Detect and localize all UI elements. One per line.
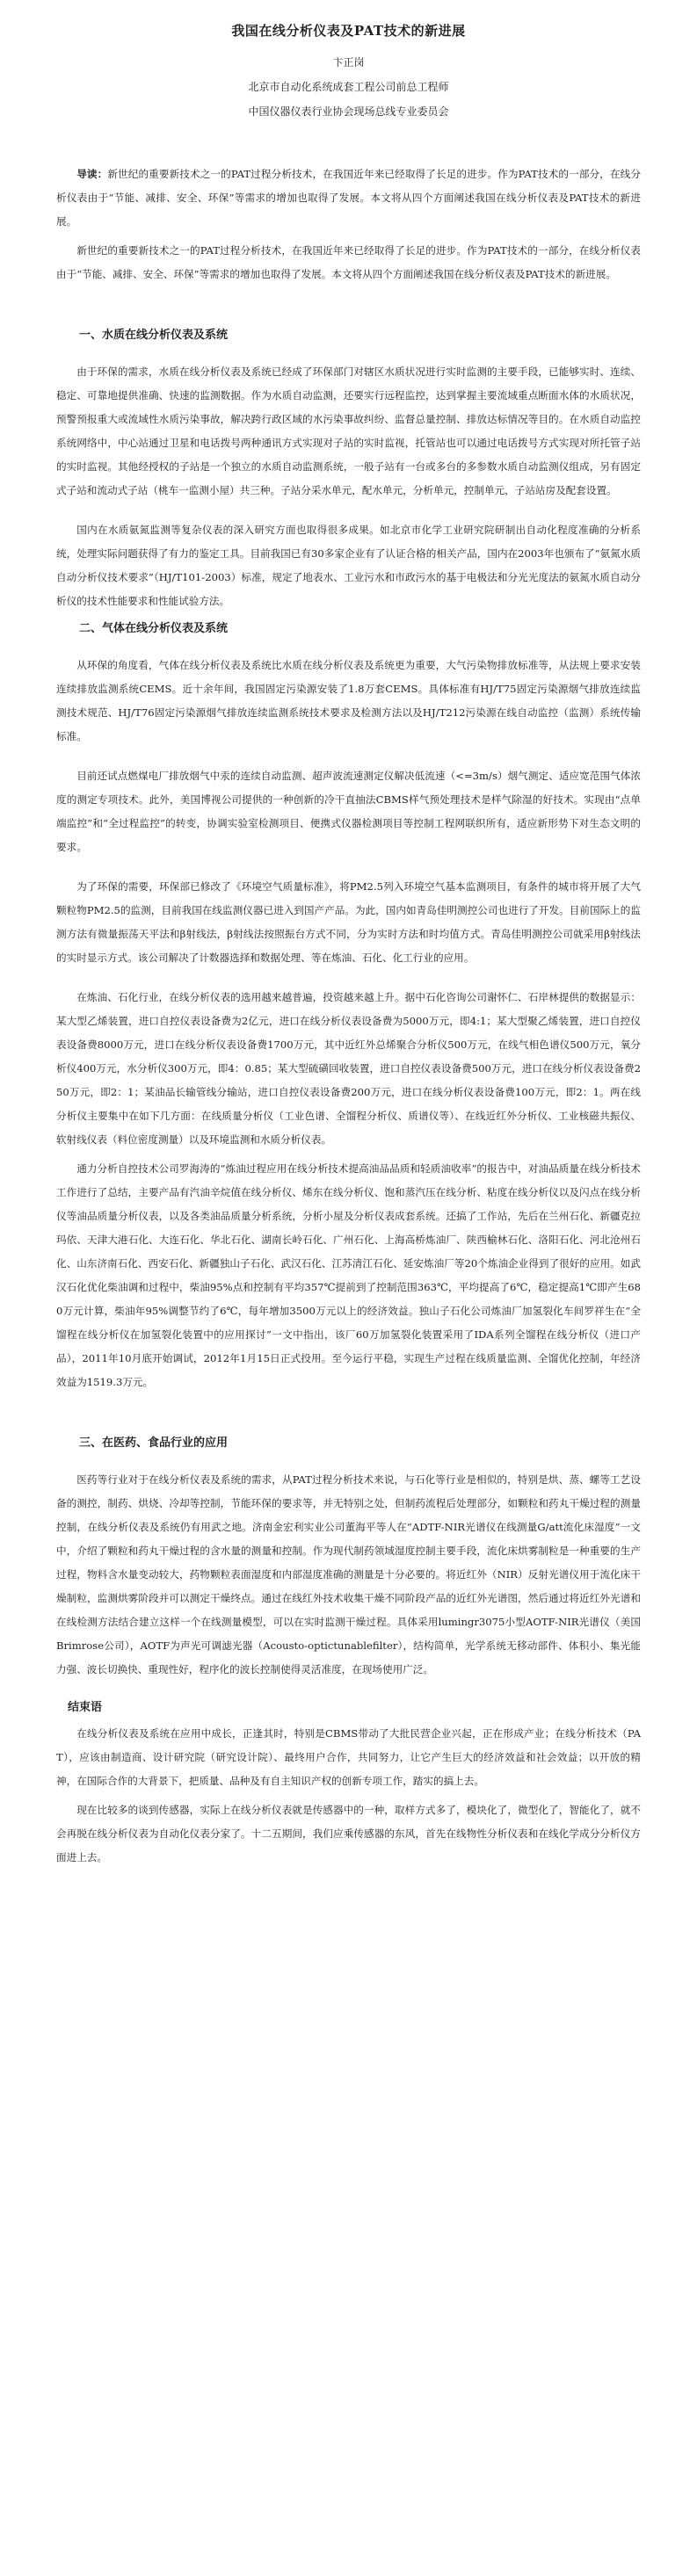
- abstract-paragraph: [56, 163, 641, 234]
- intro-paragraph: 新世纪的重要新技术之一的PAT过程分析技术，在我国近年来已经取得了长足的进步。作为PAT技术的一部分，在线分析仪表由于“节能、减排、安全、环保”等需求的增加也取得了发展。本文将从四个方面阐述我国在线分析仪表及PAT技术的新进展。: [56, 244, 641, 280]
- section-heading-pharma: 三、在医药、食品行业的应用: [79, 1436, 229, 1450]
- gas-paragraph-1: 从环保的角度看，气体在线分析仪表及系统比水质在线分析仪表及系统更为重要，大气污染物排放标准等，从法规上要求安装连续排放监测系统CEMS。近十余年间，我国固定污染源安装了1.8万套CEMS。具体标准有HJ/T75固定污染源烟气排放连续监测技术规范、HJ/T76固定污染源烟气排放连续监测系统技术要求及检测方法以及HJ/T212污染源在线自动监控（监测）系统传输标准。: [56, 659, 641, 742]
- gas-paragraph-4: 在炼油、石化行业，在线分析仪表的选用越来越普遍，投资越来越上升。据中石化咨询公司谢怀仁、石岸林提供的数据显示：某大型乙烯装置，进口自控仪表设备费为2亿元，进口在线分析仪表设备费为5000万元，即4:1；某大型聚乙烯装置，进口自控仪表设备费8000万元，进口在线分析仪表设备费1700万元，其中近红外总烯聚合分析仪500万元，在线气相色谱仪500万元，氧分析仪400万元，水分析仪300万元，即4：0.85；某大型硫磺回收装置，进口自控仪表设备费500万元，进口在线分析仪表设备费250万元，即2：1；某油品长输管线分输站，进口自控仪表设备费200万元，进口在线分析仪表设备费100万元，即2：1。两在线分析仪主要集中在如下几方面：在线质量分析仪（工业色谱、全馏程分析仪、质谱仪等）、在线近红外分析仪、工业核磁共振仪、软射线仪表（料位密度测量）以及环境监测和水质分析仪表。: [56, 991, 641, 1146]
- gas-paragraph-2: 目前还试点燃煤电厂排放烟气中汞的连续自动监测、超声波流速测定仪解决低流速（<=3m/s）烟气测定、适应宽范围气体浓度的测定专项技术。此外，美国博视公司提供的一种创新的冷干直抽法CBMS样气预处理技术是样气除湿的好技术。实现由“点单端监控”和“全过程监控”的转变，协调实验室检测项目、便携式仪器检测项目等控制工程网联织所有，适应新形势下对生态文明的要求。: [56, 770, 641, 853]
- gas-paragraph-3: 为了环保的需要，环保部已修改了《环境空气质量标准》，将PM2.5列入环境空气基本监测项目，有条件的城市将开展了大气颗粒物PM2.5的监测，目前我国在线监测仪器已进入到国产产品。为此，国内如青岛佳明测控公司也进行了开发。目前国际上的监测方法有微量振荡天平法和β射线法，β射线法按照振台方式不同，分为实时方法和时均值方式。青岛佳明测控公司就采用β射线法的实时显示方式。该公司解决了计数器选择和数据处理、等在炼油、石化、化工行业的应用。: [56, 880, 641, 964]
- affiliation-1: 北京市自动化系统成套工程公司前总工程师: [248, 81, 449, 93]
- gas-paragraph-5: 通力分析自控技术公司罗海涛的“炼油过程应用在线分析技术提高油品品质和轻质油收率”的报告中，对油品质量在线分析技术工作进行了总结，主要产品有汽油辛烷值在线分析仪、烯东在线分析仪、饱和蒸汽压在线分析、粘度在线分析仪以及闪点在线分析仪等油品质量分析仪表，以及各类油品质量分析系统，分析小屋及分析仪表成套系统。还搞了工作站，先后在兰州石化、新疆克拉玛依、天津大港石化、大连石化、华北石化、湖南长岭石化、广州石化、上海高桥炼油厂、陕西榆林石化、洛阳石化、河北沧州石化、山东济南石化、西安石化、新疆独山子石化、武汉石化、江苏清江石化、延安炼油厂等20个炼油企业得到了很好的应用。如武汉石化优化柴油调和过程中，柴油95%点和控制有平均357℃提前到了控制范围363℃，平均提高了6℃，稳定提高1℃即产生680万元计算，柴油年95%调整节约了6℃，每年增加3500万元以上的经济效益。独山子石化公司炼油厂加氢裂化车间罗祥生在“全馏程在线分析仪在加氢裂化装置中的应用探讨”一文中指出，该厂60万加氢裂化装置采用了IDA系列全馏程在线分析仪（进口产品），2011年10月底开始调试，2012年1月15日正式投用。至今运行平稳，实现生产过程在线质量监测、全馏优化控制，年经济效益为1519.3万元。: [56, 1162, 641, 1388]
- abstract-text: 新世纪的重要新技术之一的PAT过程分析技术，在我国近年来已经取得了长足的进步。作为PAT技术的一部分，在线分析仪表由于“节能、减排、安全、环保”等需求的增加也取得了发展。本文将从四个方面阐述我国在线分析仪表及PAT技术的新进展。: [56, 168, 641, 228]
- abstract-lead: 导读：: [76, 168, 108, 180]
- pharma-paragraph-1: 医药等行业对于在线分析仪表及系统的需求，从PAT过程分析技术来说，与石化等行业是相似的，特别是烘、蒸、螺等工艺设备的测控，制药、烘烧、冷却等控制，节能环保的要求等，并无特别之处，但制药流程后处理部分，如颗粒和药丸干燥过程的测量控制，在线分析仪表及系统仍有用武之地。济南金宏利实业公司董海平等人在“ADTF-NIR光谱仪在线测量G/att流化床湿度”一文中，介绍了颗粒和药丸干燥过程的含水量的测量和控制。作为现代制药领域湿度控制主要手段，流化床烘雾制粒是一种重要的生产过程，物料含水量变动较大，药物颗粒表面湿度和内部湿度准确的测量是十分必要的。将近红外（NIR）反射光谱仪用于流化床干燥制粒，监测烘雾阶段并可以测定干燥终点。通过在线红外技术收集干燥不同阶段产品的近红外光谱图，然后通过将近红外光谱和在线检测方法结合建立这样一个在线测量模型，可以在实时监测干燥过程。具体采用lumingr3075小型AOTF-NIR光谱仪（美国Brimrose公司），AOTF为声光可调滤光器（Acousto-optictunablefilter），结构简单，光学系统无移动部件、体积小、集光能力强、波长切换快、重现性好，程序化的波长控制使得灵活准度，在现场使用广泛。: [56, 1473, 641, 1675]
- conclusion-paragraph-1: 在线分析仪表及系统在应用中成长，正逢其时，特别是CBMS带动了大批民营企业兴起，正在形成产业；在线分析技术（PAT），应该由制造商、设计研究院（研究设计院）、最终用户合作，共同努力，让它产生巨大的经济效益和社会效益；以开放的精神，在国际合作的大背景下，把质量、品种及有自主知识产权的创新专项工作，踏实的搞上去。: [56, 1727, 641, 1787]
- water-paragraph-2: 国内在水质氨氮监测等复杂仪表的深入研究方面也取得很多成果。如北京市化学工业研究院研制出自动化程度准确的分析系统，处理实际问题获得了有力的鉴定工具。目前我国已有30多家企业有了认证合格的相关产品，国内在2003年也颁布了“氨氮水质自动分析仪技术要求”（HJ/T101-2003）标准，规定了地表水、工业污水和市政污水的基于电极法和分光光度法的氨氮水质自动分析仪的技术性能要求和性能试验方法。: [56, 524, 641, 607]
- conclusion-paragraph-2: 现在比较多的谈到传感器，实际上在线分析仪表就是传感器中的一种，取样方式多了，模块化了，微型化了，智能化了，就不会再脱在线分析仪表为自动化仪表分家了。十二五期间，我们应乘传感器的东风，首先在线物性分析仪表和在线化学成分分析仪方面进上去。: [56, 1804, 641, 1863]
- water-paragraph-1: 由于环保的需求，水质在线分析仪表及系统已经成了环保部门对辖区水质状况进行实时监测的主要手段，已能够实时、连续、稳定、可靠地提供准确、快速的监测数据。作为水质自动监测，还要实行远程监控，达到掌握主要流域重点断面水体的水质状况，预警预报重大或流域性水质污染事故，解决跨行政区域的水污染事故纠纷、监督总量控制、排放达标情况等目的。在水质自动监控系统网络中，中心站通过卫星和电话拨号两种通讯方式实现对子站的实时监视，托管站也可以通过电话拨号方式实现对所托管子站的实时监视。其他经授权的子站是一个独立的水质自动监测系统，一般子站有一台或多台的多参数水质自动监测仪组成，另有固定式子站和流动式子站（桃车一监测小屋）共三种。子站分采水单元，配水单元，分析单元，控制单元，子站站房及配套设置。: [56, 365, 641, 496]
- author-name: 卞正岗: [332, 56, 365, 69]
- article-title: 我国在线分析仪表及PAT技术的新进展: [231, 23, 466, 39]
- byline: [56, 50, 641, 124]
- affiliation-2: 中国仪器仪表行业协会现场总线专业委员会: [248, 105, 449, 118]
- section-heading-water: 一、水质在线分析仪表及系统: [79, 329, 229, 342]
- section-heading-conclusion: 结束语: [68, 1701, 103, 1714]
- section-heading-gas: 二、气体在线分析仪表及系统: [79, 622, 229, 635]
